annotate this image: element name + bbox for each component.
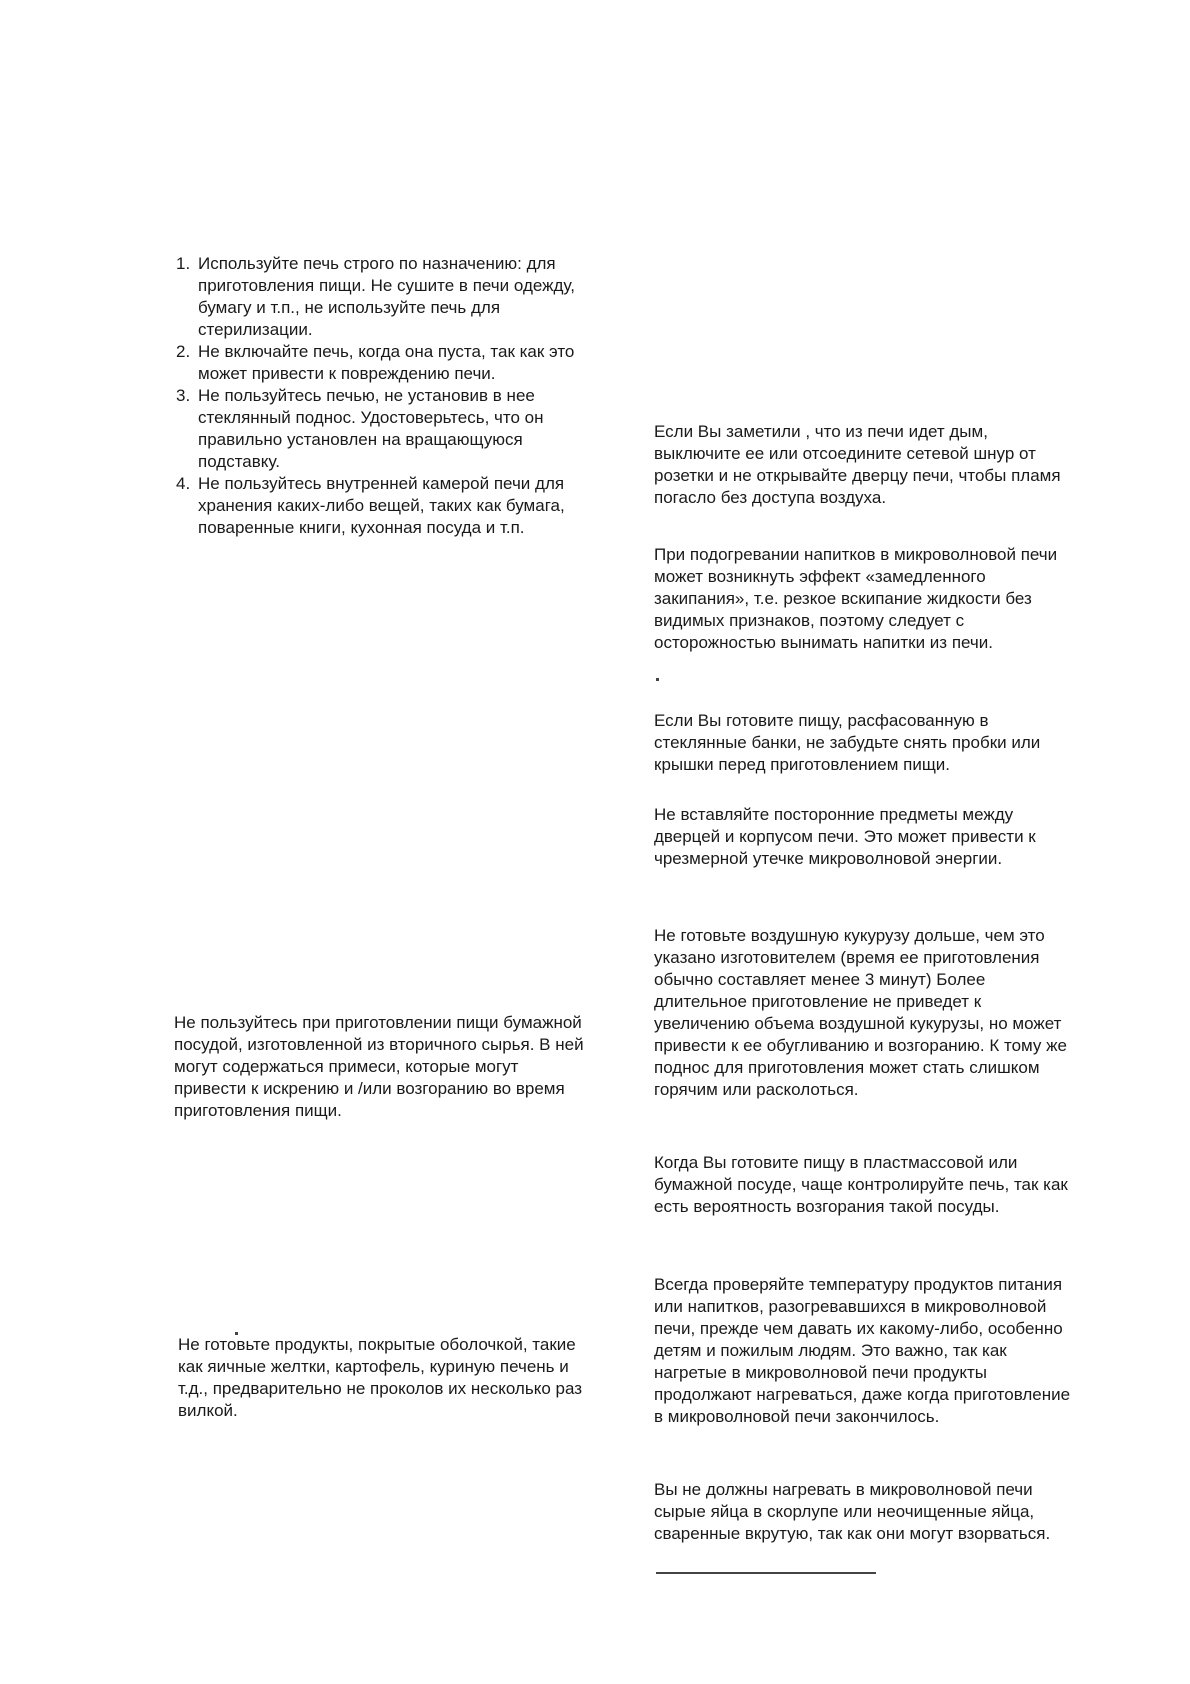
paragraph-popcorn: Не готовьте воздушную кукурузу дольше, чем это указано изготовителем (время ее приготовления обычно составляет менее 3 минут) Более длительное приготовление не приведет к увеличению объема воздушной кукурузы, но может привести к ее обугливанию и возгоранию. К тому же поднос для приготовления может стать слишком горячим или расколоться.: [654, 926, 1067, 1099]
safety-numbered-list: [176, 253, 606, 539]
list-item-number: 4.: [176, 474, 191, 493]
paragraph-raw-eggs: Вы не должны нагревать в микроволновой печи сырые яйца в скорлупе или неочищенные яйца, сваренные вкрутую, так как они могут взорваться.: [654, 1480, 1051, 1543]
list-item: [176, 473, 606, 539]
list-item-text: Не включайте печь, когда она пуста, так как это может привести к повреждению печи.: [198, 342, 575, 383]
scan-artifact: [656, 1572, 876, 1574]
cropped-text-remnant: [176, 541, 476, 545]
list-item-number: 2.: [176, 342, 191, 361]
paragraph-delayed-boiling: При подогревании напитков в микроволновой печи может возникнуть эффект «замедленного закипания», т.е. резкое вскипание жидкости без видимых признаков, поэтому следует с осторожностью вынимать напитки из печи.: [654, 545, 1058, 652]
list-item: [176, 385, 606, 473]
paragraph-foreign-objects: Не вставляйте посторонние предметы между дверцей и корпусом печи. Это может привести к чрезмерной утечке микроволновой энергии.: [654, 805, 1036, 868]
scan-artifact: [656, 678, 659, 681]
paragraph-glass-jars: Если Вы готовите пищу, расфасованную в стеклянные банки, не забудьте снять пробки или крышки перед приготовлением пищи.: [654, 711, 1041, 774]
paragraph-check-temperature: Всегда проверяйте температуру продуктов питания или напитков, разогревавшихся в микроволновой печи, прежде чем давать их какому-либо, особенно детям и пожилым людям. Это важно, так как нагретые в микроволновой печи продукты продолжают нагреваться, даже когда приготовление в микроволновой печи закончилось.: [654, 1275, 1071, 1426]
scan-artifact: [235, 1332, 238, 1335]
list-item: [176, 341, 606, 385]
list-item-text: Не пользуйтесь внутренней камерой печи для хранения каких-либо вещей, таких как бумага, поваренные книги, кухонная посуда и т.п.: [198, 474, 565, 537]
list-item-text: Используйте печь строго по назначению: для приготовления пищи. Не сушите в печи одежду, бумагу и т.п., не используйте печь для стерилизации.: [198, 254, 575, 339]
list-item-text: Не пользуйтесь печью, не установив в нее стеклянный поднос. Удостоверьтесь, что он правильно установлен на вращающуюся подставку.: [198, 386, 544, 471]
paragraph-smoke: Если Вы заметили , что из печи идет дым, выключите ее или отсоедините сетевой шнур от розетки и не открывайте дверцу печи, чтобы пламя погасло без доступа воздуха.: [654, 422, 1061, 507]
paragraph-paper-dishes: Не пользуйтесь при приготовлении пищи бумажной посудой, изготовленной из вторичного сырья. В ней могут содержаться примеси, которые могут привести к искрению и /или возгоранию во время приготовления пищи.: [174, 1013, 584, 1120]
paragraph-shell-foods: Не готовьте продукты, покрытые оболочкой, такие как яичные желтки, картофель, куриную печень и т.д., предварительно не проколов их несколько раз вилкой.: [178, 1335, 583, 1420]
list-item-number: 1.: [176, 254, 191, 273]
list-item-number: 3.: [176, 386, 191, 405]
paragraph-plastic-paper: Когда Вы готовите пищу в пластмассовой или бумажной посуде, чаще контролируйте печь, так как есть вероятность возгорания такой посуды.: [654, 1153, 1068, 1216]
list-item: [176, 253, 606, 341]
